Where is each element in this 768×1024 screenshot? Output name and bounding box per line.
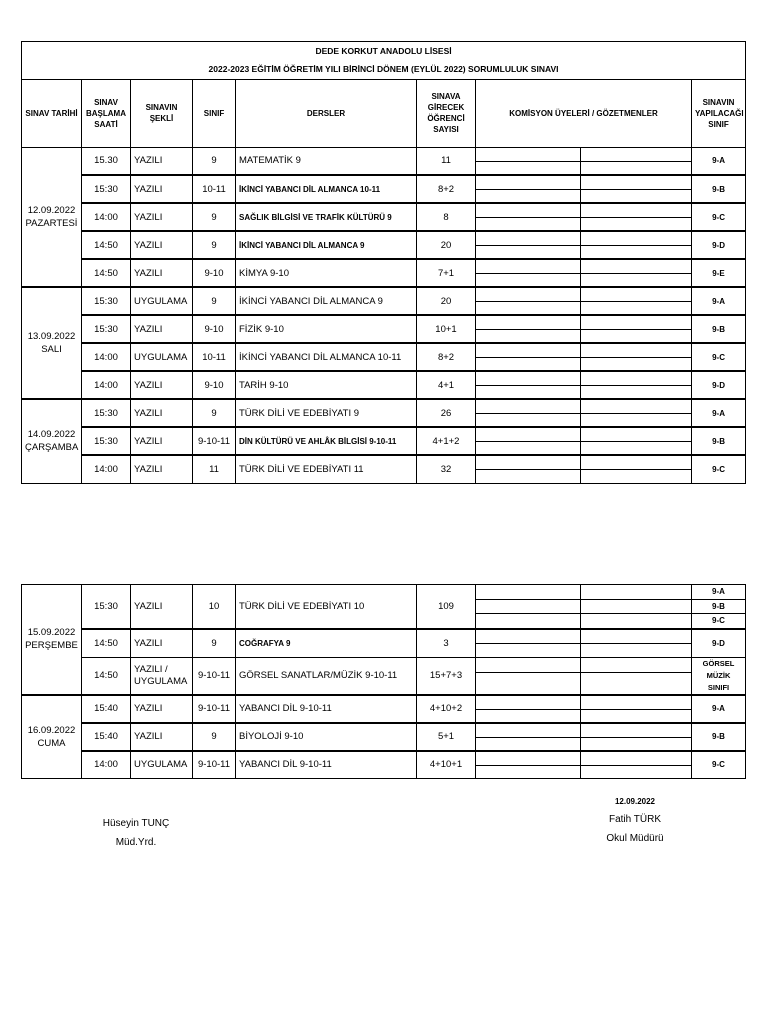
- exam-course: KİMYA 9-10: [236, 259, 417, 287]
- commission-cell: [476, 231, 692, 259]
- exam-schedule-table-1: [21, 41, 746, 484]
- exam-time: 14:50: [82, 629, 131, 657]
- exam-course: SAĞLIK BİLGİSİ VE TRAFİK KÜLTÜRÜ 9: [236, 203, 417, 231]
- commission-cell: [476, 629, 692, 657]
- exam-time: 14:50: [82, 231, 131, 259]
- table-row: [22, 175, 746, 203]
- signer-right-name: Fatih TÜRK: [608, 814, 662, 825]
- exam-room: MÜZİK SINIFI: [706, 670, 731, 692]
- exam-time: 15:30: [82, 399, 131, 427]
- exam-course: TÜRK DİLİ VE EDEBİYATI 11: [236, 455, 417, 483]
- exam-room: 9-D: [692, 629, 746, 657]
- exam-course: TÜRK DİLİ VE EDEBİYATI 10: [236, 585, 417, 630]
- exam-type: YAZILI /: [134, 663, 168, 675]
- exam-course: COĞRAFYA 9: [236, 629, 417, 657]
- exam-type: UYGULAMA: [131, 287, 193, 315]
- commission-cell: [476, 455, 692, 483]
- exam-student-count: 8+2: [417, 175, 476, 203]
- table-row: [22, 657, 746, 695]
- col-header-commission: KOMİSYON ÜYELERİ / GÖZETMENLER: [476, 79, 692, 147]
- exam-date: 16.09.2022: [27, 724, 76, 736]
- exam-time: 15:40: [82, 695, 131, 723]
- exam-course: TÜRK DİLİ VE EDEBİYATI 9: [236, 399, 417, 427]
- exam-class: 10-11: [193, 343, 236, 371]
- table-row: [22, 629, 746, 657]
- exam-date-cell: [22, 399, 82, 483]
- col-header-class: SINIF: [193, 79, 236, 147]
- exam-room: 9-A: [692, 147, 746, 175]
- exam-room: 9-A: [692, 399, 746, 427]
- signer-right-title: Okul Müdürü: [606, 833, 664, 844]
- exam-time: 15:30: [82, 585, 131, 630]
- exam-room: 9-C: [692, 343, 746, 371]
- commission-cell: [476, 657, 692, 695]
- exam-course: TARİH 9-10: [236, 371, 417, 399]
- commission-cell: [476, 695, 692, 723]
- exam-time: 15:30: [82, 427, 131, 455]
- exam-student-count: 4+1+2: [417, 427, 476, 455]
- exam-course: İKİNCİ YABANCI DİL ALMANCA 9: [236, 231, 417, 259]
- exam-room: 9-A: [692, 287, 746, 315]
- commission-cell: [476, 147, 692, 175]
- exam-student-count: 11: [417, 147, 476, 175]
- exam-room: 9-D: [692, 231, 746, 259]
- exam-class: 9-10: [193, 315, 236, 343]
- exam-type: YAZILI: [131, 695, 193, 723]
- exam-class: 9-10-11: [193, 751, 236, 779]
- exam-student-count: 15+7+3: [417, 657, 476, 695]
- exam-day: PAZARTESİ: [25, 217, 78, 229]
- exam-room: 9-A: [692, 585, 745, 600]
- table-row: [22, 371, 746, 399]
- table-row: [22, 203, 746, 231]
- signer-left-name: Hüseyin TUNÇ: [102, 818, 170, 829]
- signer-left-title: Müd.Yrd.: [115, 837, 157, 848]
- exam-room: 9-C: [692, 751, 746, 779]
- exam-date: 12.09.2022: [27, 204, 76, 216]
- table-2-body-cuma: [22, 695, 746, 779]
- exam-class: 9: [193, 147, 236, 175]
- exam-time: 14:00: [82, 203, 131, 231]
- exam-class: 9: [193, 399, 236, 427]
- exam-type: YAZILI: [131, 231, 193, 259]
- exam-type: UYGULAMA: [131, 751, 193, 779]
- commission-cell: [476, 259, 692, 287]
- table-row: [22, 455, 746, 483]
- exam-room: GÖRSEL: [702, 658, 735, 668]
- commission-cell: [476, 723, 692, 751]
- exam-type: YAZILI: [131, 259, 193, 287]
- exam-time: 15:30: [82, 175, 131, 203]
- table-row: [22, 287, 746, 315]
- exam-day: SALI: [41, 344, 62, 355]
- signature-date: 12.09.2022: [614, 797, 656, 806]
- exam-type: YAZILI: [131, 315, 193, 343]
- exam-type: YAZILI: [131, 399, 193, 427]
- exam-class: 9-10-11: [193, 695, 236, 723]
- exam-student-count: 8+2: [417, 343, 476, 371]
- exam-date: 13.09.2022: [27, 331, 76, 342]
- table-row: [22, 723, 746, 751]
- col-header-type: SINAVIN ŞEKLİ: [131, 79, 193, 147]
- exam-room: 9-C: [692, 455, 746, 483]
- exam-room: 9-B: [692, 427, 746, 455]
- exam-type: YAZILI: [131, 629, 193, 657]
- signature-left: [70, 818, 202, 848]
- exam-student-count: 7+1: [417, 259, 476, 287]
- exam-room: 9-D: [692, 371, 746, 399]
- exam-student-count: 109: [417, 585, 476, 630]
- table-row: [22, 231, 746, 259]
- table-row: [22, 427, 746, 455]
- exam-day: CUMA: [37, 737, 66, 749]
- exam-student-count: 4+1: [417, 371, 476, 399]
- exam-class: 9: [193, 629, 236, 657]
- exam-room: 9-B: [692, 175, 746, 203]
- exam-day: ÇARŞAMBA: [25, 442, 79, 454]
- table-row: [22, 147, 746, 175]
- exam-class: 9-10-11: [193, 657, 236, 695]
- exam-class: 9-10: [193, 371, 236, 399]
- exam-class: 9-10-11: [193, 427, 236, 455]
- exam-class: 9: [193, 723, 236, 751]
- table-row: [22, 751, 746, 779]
- exam-course: DİN KÜLTÜRÜ VE AHLÂK BİLGİSİ 9-10-11: [236, 427, 417, 455]
- commission-cell: [476, 751, 692, 779]
- commission-cell: [476, 175, 692, 203]
- exam-room-cell: [692, 585, 746, 630]
- commission-cell: [476, 585, 692, 630]
- exam-room: 9-B: [692, 315, 746, 343]
- exam-student-count: 20: [417, 231, 476, 259]
- exam-type: YAZILI: [131, 455, 193, 483]
- exam-student-count: 4+10+1: [417, 751, 476, 779]
- exam-date-cell: [22, 287, 82, 399]
- exam-type: YAZILI: [131, 147, 193, 175]
- exam-room: 9-B: [692, 600, 745, 614]
- exam-date-cell: [22, 147, 82, 287]
- exam-course: YABANCI DİL 9-10-11: [236, 751, 417, 779]
- exam-type-cell: [131, 657, 193, 695]
- exam-type: YAZILI: [131, 203, 193, 231]
- exam-time: 14:00: [82, 455, 131, 483]
- exam-student-count: 5+1: [417, 723, 476, 751]
- exam-room: 9-A: [692, 695, 746, 723]
- exam-time: 14:50: [82, 259, 131, 287]
- exam-schedule-table-2: [21, 584, 746, 779]
- exam-date: 15.09.2022: [27, 627, 76, 639]
- exam-course: İKİNCİ YABANCI DİL ALMANCA 9: [236, 287, 417, 315]
- col-header-time: SINAV BAŞLAMA SAATİ: [82, 79, 131, 147]
- exam-subtitle: 2022-2023 EĞİTİM ÖĞRETİM YILI BİRİNCİ DÖNEM (EYLÜL 2022) SORUMLULUK SINAVI: [22, 60, 746, 79]
- exam-type: YAZILI: [131, 585, 193, 630]
- exam-course: YABANCI DİL 9-10-11: [236, 695, 417, 723]
- exam-type: YAZILI: [131, 371, 193, 399]
- exam-course: İKİNCİ YABANCI DİL ALMANCA 10-11: [236, 343, 417, 371]
- exam-student-count: 32: [417, 455, 476, 483]
- exam-time: 14:00: [82, 343, 131, 371]
- commission-cell: [476, 287, 692, 315]
- exam-course: BİYOLOJİ 9-10: [236, 723, 417, 751]
- exam-course: İKİNCİ YABANCI DİL ALMANCA 10-11: [236, 175, 417, 203]
- table-row: [22, 315, 746, 343]
- table-1-body: [22, 147, 746, 483]
- exam-time: 15.30: [82, 147, 131, 175]
- exam-course: MATEMATİK 9: [236, 147, 417, 175]
- exam-student-count: 4+10+2: [417, 695, 476, 723]
- exam-type: UYGULAMA: [131, 343, 193, 371]
- exam-date: 14.09.2022: [27, 429, 76, 441]
- exam-time: 15:40: [82, 723, 131, 751]
- exam-type: YAZILI: [131, 723, 193, 751]
- commission-cell: [476, 427, 692, 455]
- exam-room: 9-C: [712, 616, 725, 625]
- exam-time: 14:00: [82, 751, 131, 779]
- exam-class: 9: [193, 287, 236, 315]
- exam-type: UYGULAMA: [134, 675, 188, 687]
- table-row: [22, 695, 746, 723]
- exam-student-count: 8: [417, 203, 476, 231]
- column-header-row: [22, 79, 746, 147]
- commission-cell: [476, 203, 692, 231]
- exam-time: 15:30: [82, 315, 131, 343]
- exam-date-cell: [22, 585, 82, 695]
- exam-course: FİZİK 9-10: [236, 315, 417, 343]
- exam-time: 14:50: [82, 657, 131, 695]
- exam-type: YAZILI: [131, 175, 193, 203]
- commission-cell: [476, 371, 692, 399]
- col-header-courses: DERSLER: [236, 79, 417, 147]
- exam-class: 9-10: [193, 259, 236, 287]
- exam-time: 14:00: [82, 371, 131, 399]
- exam-room: 9-B: [692, 723, 746, 751]
- table-row: [22, 343, 746, 371]
- col-header-date: SINAV TARİHİ: [22, 79, 82, 147]
- commission-cell: [476, 343, 692, 371]
- commission-cell: [476, 399, 692, 427]
- exam-class: 10: [193, 585, 236, 630]
- exam-course: GÖRSEL SANATLAR/MÜZİK 9-10-11: [236, 657, 417, 695]
- table-row: [22, 585, 746, 630]
- exam-class: 10-11: [193, 175, 236, 203]
- col-header-student-count: SINAVA GİRECEK ÖĞRENCİ SAYISI: [417, 79, 476, 147]
- exam-time: 15:30: [82, 287, 131, 315]
- exam-class: 9: [193, 231, 236, 259]
- table-row: [22, 259, 746, 287]
- exam-student-count: 20: [417, 287, 476, 315]
- exam-room: 9-E: [692, 259, 746, 287]
- exam-class: 9: [193, 203, 236, 231]
- signature-right: [570, 797, 700, 844]
- exam-student-count: 3: [417, 629, 476, 657]
- exam-class: 11: [193, 455, 236, 483]
- exam-date-cell: [22, 695, 82, 779]
- exam-room-cell: [692, 657, 746, 695]
- exam-student-count: 26: [417, 399, 476, 427]
- exam-type: YAZILI: [131, 427, 193, 455]
- exam-room: 9-C: [692, 203, 746, 231]
- col-header-room: SINAVIN YAPILACAĞI SINIF: [692, 79, 746, 147]
- exam-day: PERŞEMBE: [25, 640, 78, 652]
- school-title: DEDE KORKUT ANADOLU LİSESİ: [22, 42, 746, 61]
- table-row: [22, 399, 746, 427]
- commission-cell: [476, 315, 692, 343]
- exam-student-count: 10+1: [417, 315, 476, 343]
